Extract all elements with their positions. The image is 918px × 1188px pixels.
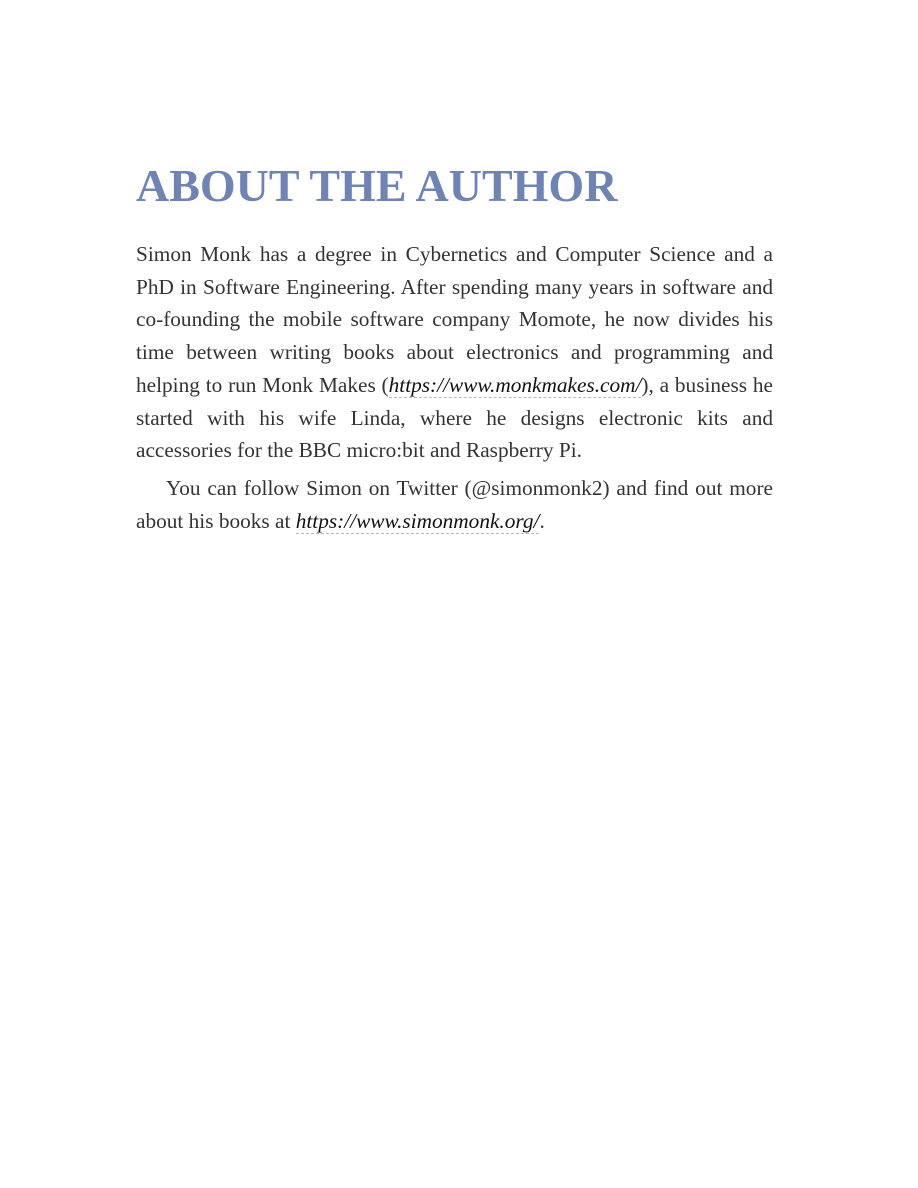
bio-text-after-link: ), a business he started with his wife Linda, where he designs electronic kits and accessories for the BBC micro:bit and Raspberry Pi. — [136, 372, 773, 463]
simonmonk-link[interactable]: https://www.simonmonk.org/ — [295, 508, 540, 533]
follow-text-after-link: . — [539, 508, 545, 533]
bio-paragraph — [136, 238, 773, 467]
bio-text-before-link: Simon Monk has a degree in Cybernetics and Computer Science and a PhD in Software Engineering. After spending many years in software and co-founding the mobile software company Momote, he now divides his time between writing books about electronics and programming and helping to run Monk Makes ( — [136, 242, 773, 397]
follow-paragraph — [136, 472, 773, 537]
monkmakes-link[interactable]: https://www.monkmakes.com/ — [388, 372, 642, 397]
page-title: ABOUT THE AUTHOR — [136, 160, 618, 211]
follow-text-before-link: You can follow Simon on Twitter (@simonmonk2) and find out more about his books at — [136, 475, 773, 533]
about-author-section — [136, 160, 773, 537]
